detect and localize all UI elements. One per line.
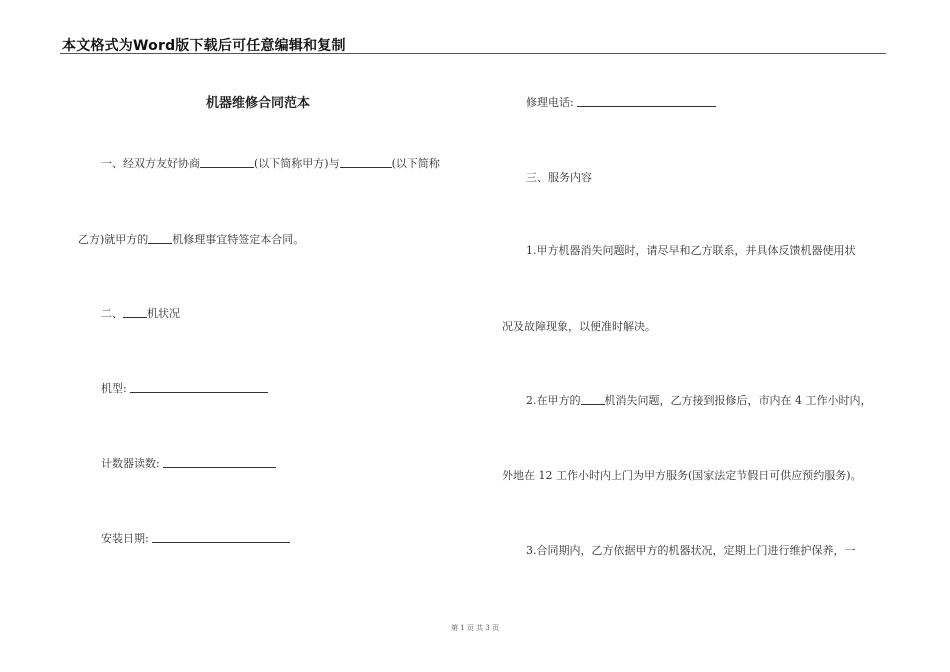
item-1-line-1: 1.甲方机器消失问题时，请尽早和乙方联系，并具体反馈机器使用状 [526, 244, 856, 257]
section-2-prefix: 二、 [101, 307, 123, 320]
counter-line [101, 455, 276, 471]
item-2-line-2: 外地在 12 工作小时内上门为甲方服务(国家法定节假日可供应预约服务)。 [502, 469, 862, 482]
item-2-machine-blank[interactable] [581, 394, 605, 405]
item-3-line-1: 3.合同期内，乙方依据甲方的机器状况，定期上门进行维护保养，一 [526, 544, 856, 557]
install-date-line [101, 530, 290, 546]
party-b-blank[interactable] [340, 157, 392, 168]
header-text: 本文格式为Word版下载后可任意编辑和复制 [62, 38, 346, 54]
party-a-blank[interactable] [200, 157, 254, 168]
item-2-line-1 [526, 392, 872, 408]
phone-label: 修理电话: [526, 96, 574, 109]
machine-type-blank[interactable] [148, 233, 172, 244]
model-field[interactable] [130, 382, 268, 393]
install-date-field[interactable] [152, 532, 290, 543]
section-2-heading [101, 305, 180, 321]
counter-label: 计数器读数: [101, 457, 160, 470]
clause-1-cont-text-b: 机修理事宜特签定本合同。 [172, 233, 305, 246]
model-label: 机型: [101, 382, 127, 395]
clause-1-text-a: 一、经双方友好协商 [101, 157, 200, 170]
item-2-text-b: 机消失问题，乙方接到报修后，市内在 4 工作小时内， [604, 394, 872, 407]
item-1-line-2: 况及故障现象，以便准时解决。 [502, 320, 656, 333]
section-2-machine-blank[interactable] [123, 307, 147, 318]
section-2-suffix: 机状况 [147, 307, 180, 320]
install-date-label: 安装日期: [101, 532, 149, 545]
document-title: 机器维修合同范本 [206, 96, 311, 111]
clause-1-cont-text-a: 乙方)就甲方的 [78, 233, 149, 246]
clause-1-continuation [78, 231, 304, 247]
clause-1-text-c: (以下简称 [391, 157, 440, 170]
clause-1-text-b: (以下简称甲方)与 [254, 157, 340, 170]
header-rule [60, 53, 886, 54]
item-2-text-a: 2.在甲方的 [526, 394, 581, 407]
counter-field[interactable] [163, 457, 276, 468]
clause-1-line [101, 155, 440, 171]
section-3-heading: 三、服务内容 [526, 171, 592, 184]
model-line [101, 380, 268, 396]
phone-line [526, 94, 716, 110]
page-footer: 第 1 页 共 3 页 [450, 624, 500, 632]
phone-field[interactable] [577, 96, 716, 107]
